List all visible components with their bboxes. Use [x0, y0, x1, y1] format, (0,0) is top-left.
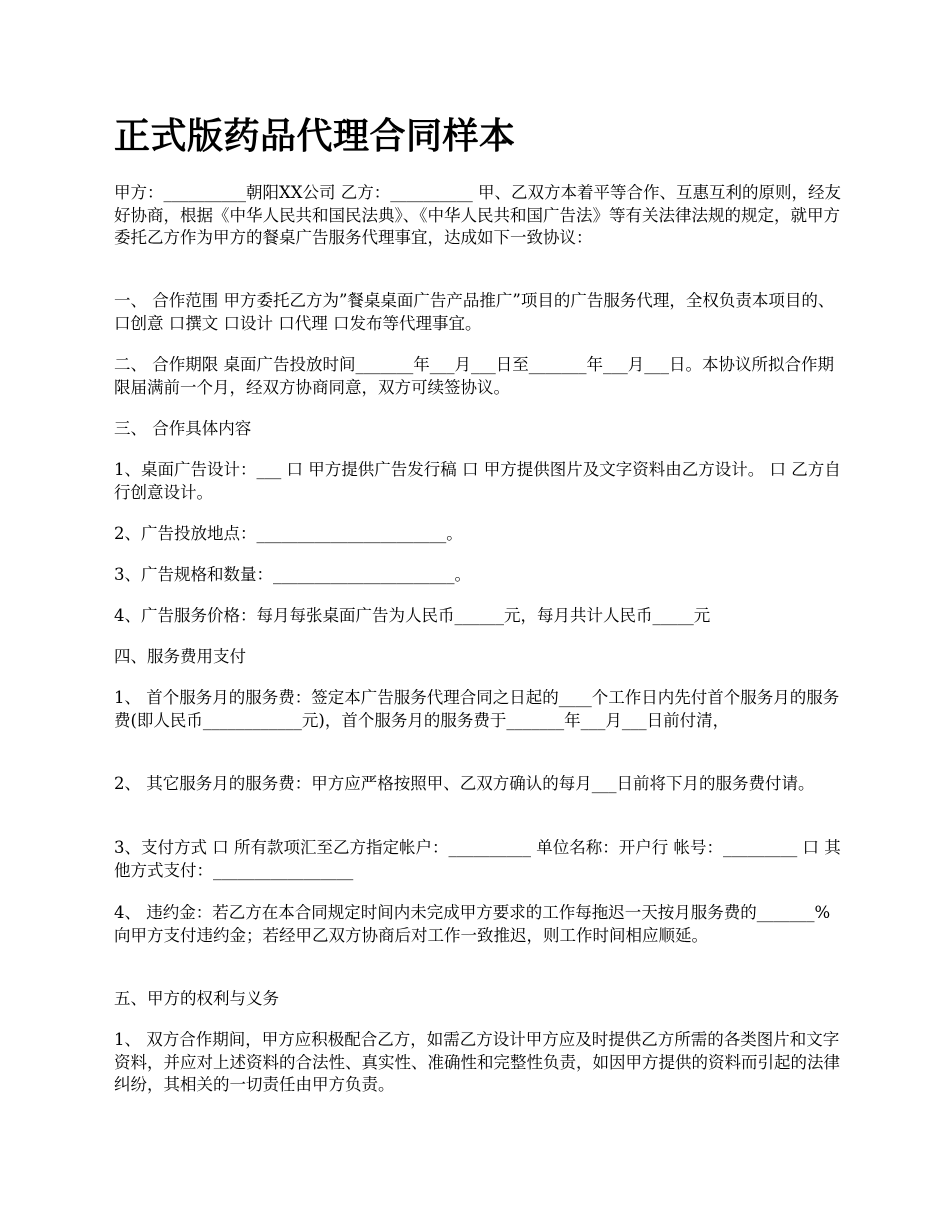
section-4-heading: 四、服务费用支付 — [114, 647, 246, 666]
clause-3-2-location: 2、广告投放地点：_______________________。 — [114, 524, 463, 543]
clause-4-4-penalty: 4、 违约金：若乙方在本合同规定时间内未完成甲方要求的工作每拖迟一天按月服务费的_______%向甲方支付违约金；若经甲乙双方协商后对工作一致推迟，则工作时间相应顺延。 — [114, 903, 831, 945]
clause-4-3-payment: 3、支付方式 口 所有款项汇至乙方指定帐户：__________ 单位名称：开户行 帐号：_________ 口 其他方式支付：_________________ — [114, 838, 841, 880]
clause-3-1-design: 1、桌面广告设计：___ 口 甲方提供广告发行稿 口 甲方提供图片及文字资料由乙方设计。 口 乙方自行创意设计。 — [114, 460, 841, 502]
clause-3-4-price: 4、广告服务价格：每月每张桌面广告为人民币______元，每月共计人民币_____元 — [114, 606, 711, 625]
clause-4-1-first-fee: 1、 首个服务月的服务费：签定本广告服务代理合同之日起的____个工作日内先付首个服务月的服务费(即人民币____________元)，首个服务月的服务费于_______年___月___日前付清， — [114, 688, 840, 730]
document-title: 正式版药品代理合同样本 — [114, 115, 516, 157]
section-3-heading: 三、 合作具体内容 — [114, 419, 252, 438]
clause-5-1-duties: 1、 双方合作期间，甲方应积极配合乙方，如需乙方设计甲方应及时提供乙方所需的各类图片和文字资料，并应对上述资料的合法性、真实性、准确性和完整性负责，如因甲方提供的资料而引起的法律纠纷，其相关的一切责任由甲方负责。 — [114, 1030, 840, 1094]
intro-paragraph: 甲方：__________朝阳XX公司 乙方：__________ 甲、乙双方本着平等合作、互惠互利的原则，经友好协商，根据《中华人民共和国民法典》、《中华人民共和国广告法》等有关法律法规的规定，就甲方委托乙方作为甲方的餐桌广告服务代理事宜，达成如下一致协议： — [114, 183, 841, 247]
section-2-term: 二、 合作期限 桌面广告投放时间_______年___月___日至_______年___月___日。本协议所拟合作期限届满前一个月，经双方协商同意，双方可续签协议。 — [114, 355, 834, 397]
clause-3-3-spec: 3、广告规格和数量：______________________。 — [114, 565, 471, 584]
section-5-heading: 五、甲方的权利与义务 — [114, 989, 279, 1008]
section-1-scope: 一、 合作范围 甲方委托乙方为”餐桌桌面广告产品推广”项目的广告服务代理，全权负责本项目的、口创意 口撰文 口设计 口代理 口发布等代理事宜。 — [114, 291, 835, 333]
clause-4-2-other-fee: 2、 其它服务月的服务费：甲方应严格按照甲、乙双方确认的每月___日前将下月的服务费付请。 — [114, 774, 815, 793]
